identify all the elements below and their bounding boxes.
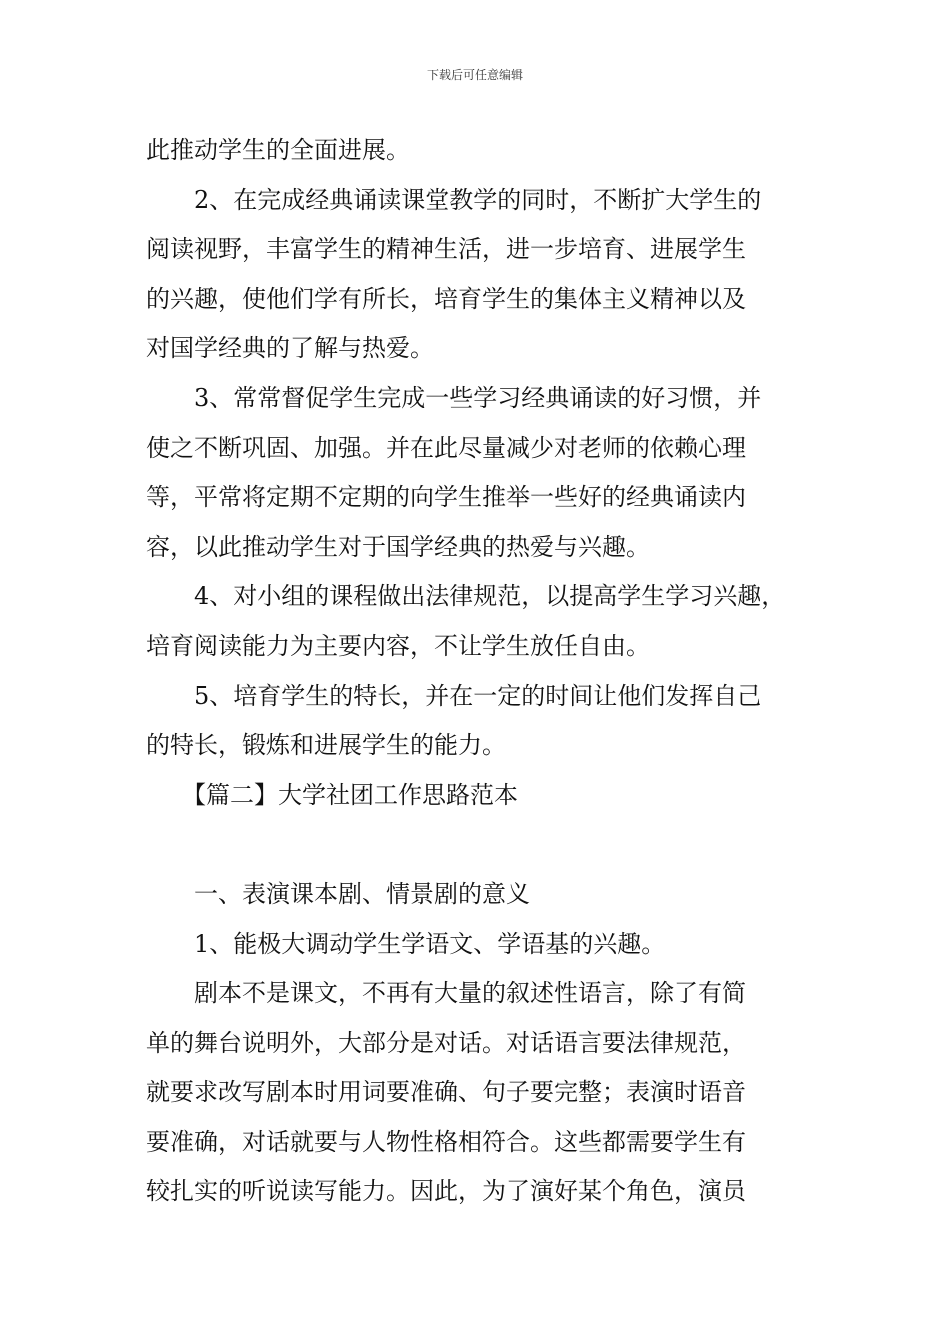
blank-line <box>146 820 826 870</box>
document-body <box>146 126 826 1217</box>
paragraph-line: 阅读视野，丰富学生的精神生活，进一步培育、进展学生 <box>146 235 746 264</box>
paragraph-line: 1、能极大调动学生学语文、学语基的兴趣。 <box>194 929 666 958</box>
paragraph-line: 对国学经典的了解与热爱。 <box>146 334 434 363</box>
paragraph-line: 剧本不是课文，不再有大量的叙述性语言，除了有简 <box>194 979 746 1008</box>
paragraph-line: 使之不断巩固、加强。并在此尽量减少对老师的依赖心理 <box>146 433 746 462</box>
page-header: 下载后可任意编辑 <box>426 68 523 82</box>
paragraph-line: 较扎实的听说读写能力。因此，为了演好某个角色，演员 <box>146 1177 746 1206</box>
paragraph-line: 此推动学生的全面进展。 <box>146 136 410 164</box>
paragraph-line: 2、在完成经典诵读课堂教学的同时，不断扩大学生的 <box>194 185 762 214</box>
paragraph-line: 单的舞台说明外，大部分是对话。对话语言要法律规范， <box>146 1028 746 1057</box>
paragraph-line: 培育阅读能力为主要内容，不让学生放任自由。 <box>146 631 650 660</box>
paragraph-line: 5、培育学生的特长，并在一定的时间让他们发挥自己 <box>194 681 762 710</box>
paragraph-line: 就要求改写剧本时用词要准确、句子要完整；表演时语音 <box>146 1078 746 1107</box>
paragraph-line: 的兴趣，使他们学有所长，培育学生的集体主义精神以及 <box>146 284 746 313</box>
subsection-heading: 一、表演课本剧、情景剧的意义 <box>194 879 530 908</box>
paragraph-line: 要准确，对话就要与人物性格相符合。这些都需要学生有 <box>146 1127 746 1156</box>
paragraph-line: 的特长，锻炼和进展学生的能力。 <box>146 731 506 760</box>
paragraph-line: 容，以此推动学生对于国学经典的热爱与兴趣。 <box>146 532 650 561</box>
paragraph-line: 4、对小组的课程做出法律规范，以提高学生学习兴趣， <box>194 582 786 611</box>
section-heading: 【篇二】大学社团工作思路范本 <box>182 780 518 809</box>
paragraph-line: 3、常常督促学生完成一些学习经典诵读的好习惯，并 <box>194 383 762 412</box>
paragraph-line: 等，平常将定期不定期的向学生推举一些好的经典诵读内 <box>146 483 746 512</box>
